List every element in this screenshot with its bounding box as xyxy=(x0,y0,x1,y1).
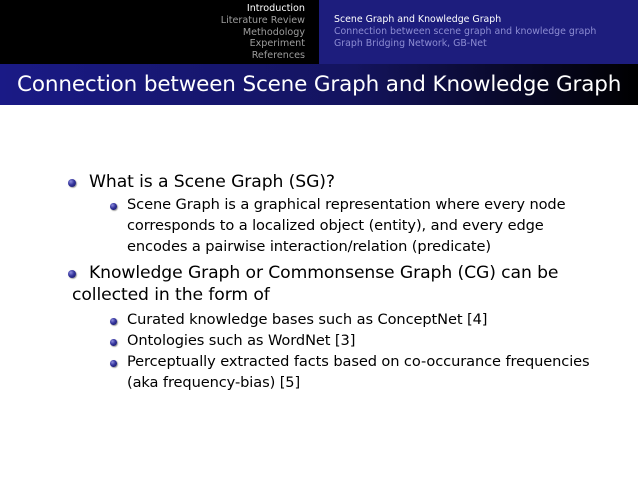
bullet-icon xyxy=(68,270,76,278)
subitem-scene-graph-definition-line-2: corresponds to a localized object (entity), and every edge xyxy=(127,217,544,234)
nav-section-introduction[interactable]: Introduction xyxy=(246,3,305,14)
nav-section-literature-review[interactable]: Literature Review xyxy=(220,14,305,26)
subitem-scene-graph-definition-line-1: Scene Graph is a graphical representation where every node xyxy=(127,196,566,213)
item-scene-graph-question: What is a Scene Graph (SG)? xyxy=(89,172,335,192)
sub-bullet-icon xyxy=(110,360,117,367)
nav-section-references[interactable]: References xyxy=(251,50,305,62)
item-knowledge-graph-line-1: Knowledge Graph or Commonsense Graph (CG) can be xyxy=(89,263,559,283)
nav-subsection-scene-graph-and-knowledge-graph[interactable]: Scene Graph and Knowledge Graph xyxy=(334,14,502,25)
nav-subsection-connection[interactable]: Connection between scene graph and knowledge graph xyxy=(334,25,597,37)
subitem-wordnet: Ontologies such as WordNet [3] xyxy=(127,332,356,349)
nav-section-experiment[interactable]: Experiment xyxy=(249,38,305,50)
nav-subsection-gb-net[interactable]: Graph Bridging Network, GB-Net xyxy=(334,37,487,49)
subitem-frequency-bias-line-1: Perceptually extracted facts based on co-occurance frequencies xyxy=(127,353,590,370)
subitem-frequency-bias-line-2: (aka frequency-bias) [5] xyxy=(127,374,301,391)
bullet-icon xyxy=(68,179,76,187)
frame-title: Connection between Scene Graph and Knowledge Graph xyxy=(17,72,622,97)
item-knowledge-graph-line-2: collected in the form of xyxy=(72,285,270,305)
sub-bullet-icon xyxy=(110,339,117,346)
nav-section-methodology[interactable]: Methodology xyxy=(242,26,305,38)
sub-bullet-icon xyxy=(110,318,117,325)
sub-bullet-icon xyxy=(110,203,117,210)
subitem-scene-graph-definition-line-3: encodes a pairwise interaction/relation (predicate) xyxy=(127,238,492,255)
subitem-conceptnet: Curated knowledge bases such as ConceptNet [4] xyxy=(127,311,488,328)
